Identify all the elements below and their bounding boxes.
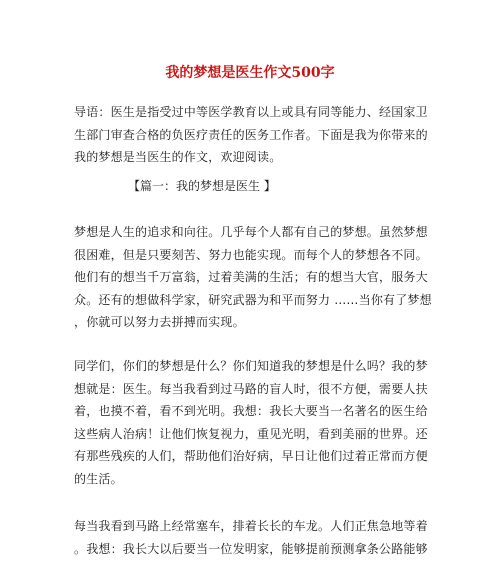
paragraph-3 [74, 515, 434, 560]
document-title: 我的梦想是医生作文500字 [165, 65, 335, 81]
paragraph-line: 这些病人治病！让他们恢复视力，重见光明，看到美丽的世界。还 [74, 426, 428, 441]
paragraph-1 [74, 221, 434, 334]
paragraph-line: 同学们，你们的梦想是什么？你们知道我的梦想是什么吗？我的梦 [74, 359, 428, 373]
paragraph-line: 着，也摸不着，看不到光明。我想：我长大要当一名著名的医生给 [74, 404, 428, 418]
paragraph-line: 他们有的想当千万富翁，过着美满的生活；有的想当大官，服务大 [74, 270, 428, 284]
paragraph-line: 每当我看到马路上经常塞车，排着长长的车龙。人们正焦急地等着 [74, 519, 428, 533]
intro-line: 生部门审查合格的负医疗责任的医务工作者。下面是我为你带来的 [74, 127, 428, 142]
paragraph-line: 众。还有的想做科学家，研究武器为和平而努力 ……当你有了梦想 [74, 292, 432, 307]
paragraph-line: 有那些残疾的人们，帮助他们治好病，早日让他们过着正常而方便 [74, 449, 428, 463]
paragraph-line: ，你就可以努力去拼搏而实现。 [74, 315, 245, 329]
intro-line: 导语：医生是指受过中等医学教育以上或具有同等能力、经国家卫 [74, 105, 428, 119]
paragraph-2 [74, 355, 434, 490]
intro-line: 我的梦想是当医生的作文，欢迎阅读。 [74, 150, 282, 164]
paragraph-line: 。我想：我长大以后要当一位发明家，能够提前预测拿条公路能够 [74, 541, 428, 556]
intro-paragraph [74, 101, 434, 169]
paragraph-line: 想就是：医生。每当我看到过马路的盲人时，很不方便，需要人扶 [74, 381, 428, 396]
section-heading: 【篇一：我的梦想是医生 】 [128, 179, 276, 193]
paragraph-line: 的生活。 [74, 471, 123, 486]
paragraph-line: 梦想是人生的追求和向往。几乎每个人都有自己的梦想。虽然梦想 [74, 225, 428, 239]
paragraph-line: 很困难，但是只要刻苦、努力也能实现。而每个人的梦想各不同。 [74, 247, 428, 262]
